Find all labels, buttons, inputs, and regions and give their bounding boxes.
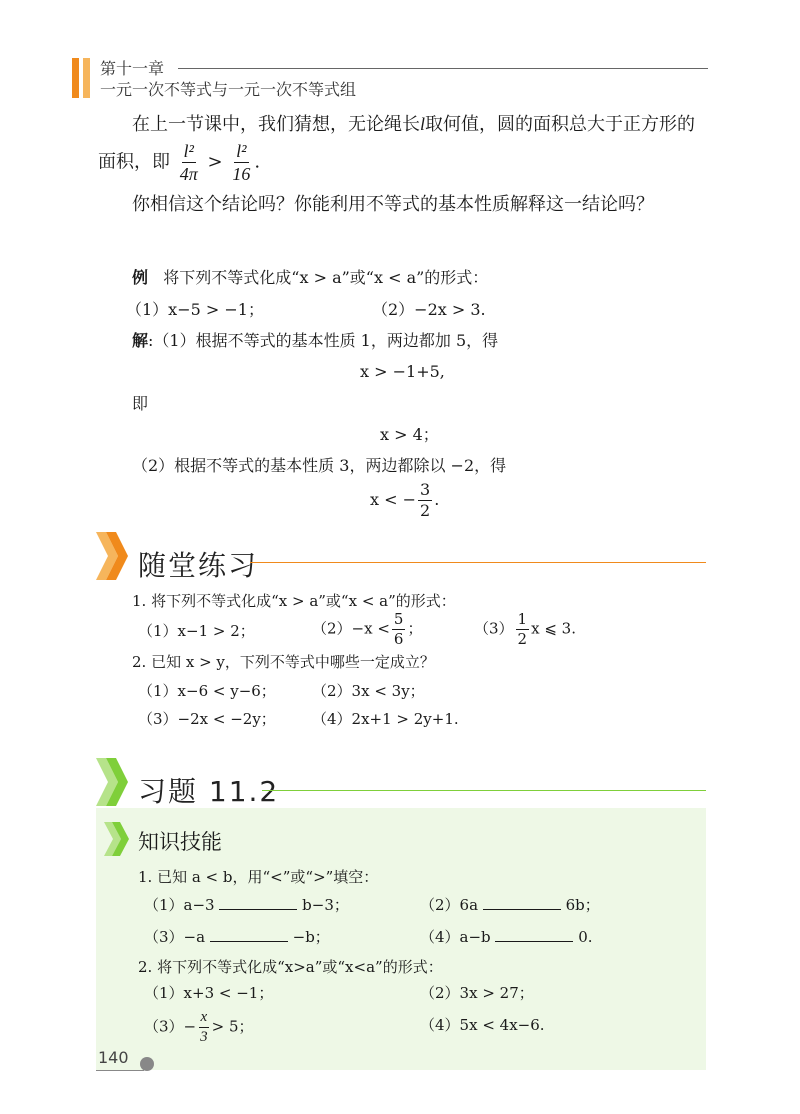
- practice-q2-c: （3）−2x < −2y；: [138, 710, 276, 728]
- frac-den: 16: [232, 164, 251, 184]
- exercise-title: 习题 11.2: [138, 775, 280, 808]
- header-accent-bar-light: [83, 58, 90, 98]
- q-text: （1）a−3: [144, 896, 215, 914]
- page-dot-icon: [140, 1057, 154, 1071]
- page-number-rule: [96, 1070, 144, 1071]
- q-text: （2）6a: [420, 896, 479, 914]
- example-statement: [132, 268, 488, 289]
- practice-q1: 1. 将下列不等式化成“x > a”或“x < a”的形式：: [132, 592, 456, 610]
- q-text: > 5；: [211, 1017, 254, 1036]
- practice-q2-d: （4）2x+1 > 2y+1.: [312, 710, 459, 728]
- frac-den: 2: [420, 501, 431, 520]
- header-rule: [178, 68, 708, 69]
- period: .: [254, 151, 261, 173]
- frac-num: l²: [183, 141, 194, 161]
- frac-den: 4π: [179, 164, 198, 184]
- chevron-arrows-icon: [96, 758, 136, 806]
- exercise-q2-b: （2）3x > 27；: [420, 984, 534, 1002]
- fraction-square-area: [230, 142, 252, 183]
- practice-q1-c: [474, 612, 576, 647]
- equation-1: x > −1+5,: [360, 362, 445, 381]
- exercise-q1-a: [144, 896, 349, 916]
- practice-q2: 2. 已知 x > y，下列不等式中哪些一定成立？: [132, 653, 435, 671]
- exercise-q2-d: （4）5x < 4x−6.: [420, 1016, 545, 1034]
- q-text: （4）a−b: [420, 928, 491, 946]
- chevron-arrows-icon: [96, 532, 136, 580]
- fraction-1-2: [516, 612, 530, 647]
- equation-2: x > 4；: [380, 425, 439, 444]
- chapter-label: 第十一章: [100, 59, 165, 78]
- frac-num: 5: [393, 610, 404, 628]
- practice-q2-a: （1）x−6 < y−6；: [138, 682, 276, 700]
- q-text: 6b；: [565, 896, 600, 914]
- practice-title: 随堂练习: [138, 549, 259, 582]
- eq-text: x < −: [370, 490, 417, 509]
- exercise-q2-c: [144, 1010, 254, 1045]
- intro-text: 面积，即: [98, 151, 170, 173]
- example-item-1: （1）x−5 > −1；: [126, 300, 264, 319]
- solution-line-1: [132, 331, 498, 352]
- exercise-q1-d: [420, 928, 593, 948]
- practice-q1-b: [312, 612, 422, 647]
- q-text: （3）: [474, 619, 514, 638]
- period: .: [434, 490, 440, 509]
- practice-q1-a: （1）x−1 > 2；: [138, 622, 255, 640]
- fill-blank[interactable]: [495, 941, 573, 942]
- practice-q2-b: （2）3x < 3y；: [312, 682, 425, 700]
- q-text: b−3；: [302, 896, 349, 914]
- exercise-q1-b: [420, 896, 600, 916]
- frac-num: 1: [517, 610, 528, 628]
- practice-rule: [250, 562, 706, 563]
- chapter-title: 一元一次不等式与一元一次不等式组: [100, 80, 357, 99]
- header-accent-bar: [72, 58, 79, 98]
- frac-den: 3: [200, 1029, 208, 1045]
- intro-text: 取何值，圆的面积总大于正方形的: [425, 114, 696, 135]
- var-l: l: [420, 114, 426, 134]
- q-text: ；: [407, 619, 423, 638]
- q-text: （3）−: [144, 1017, 197, 1036]
- frac-num: l²: [236, 141, 247, 161]
- fraction-3-2: [418, 482, 432, 519]
- q-text: （3）−a: [144, 928, 206, 946]
- equation-3: [370, 482, 439, 519]
- intro-line-2: [98, 142, 260, 183]
- frac-num: x: [199, 1010, 210, 1028]
- exercise-rule: [262, 790, 706, 791]
- exercise-q2: 2. 将下列不等式化成“x>a”或“x<a”的形式：: [138, 958, 443, 976]
- exercise-q1-c: [144, 928, 330, 948]
- example-text: 将下列不等式化成“x > a”或“x < a”的形式：: [163, 268, 489, 287]
- frac-den: 6: [393, 630, 404, 648]
- example-item-2: （2）−2x > 3.: [372, 300, 486, 319]
- intro-line-3: 你相信这个结论吗？你能利用不等式的基本性质解释这一结论吗？: [132, 194, 654, 215]
- frac-den: 2: [517, 630, 528, 648]
- example-label: 例: [132, 268, 149, 287]
- q-text: −b；: [292, 928, 330, 946]
- fill-blank[interactable]: [219, 909, 297, 910]
- fraction-circle-area: [178, 142, 200, 183]
- solution-label: 解: [132, 331, 149, 350]
- q-text: 0.: [578, 928, 593, 946]
- frac-num: 3: [420, 480, 431, 499]
- gt-sign: >: [207, 151, 223, 173]
- fill-blank[interactable]: [210, 941, 288, 942]
- ji-word: 即: [132, 394, 149, 413]
- solution-text: :（1）根据不等式的基本性质 1，两边都加 5，得: [148, 331, 499, 350]
- q-text: （2）−x <: [312, 619, 390, 638]
- exercise-q2-a: （1）x+3 < −1；: [144, 984, 274, 1002]
- page-number: 140: [98, 1048, 129, 1067]
- exercise-q1: 1. 已知 a < b，用“<”或“>”填空：: [138, 868, 379, 886]
- skills-subtitle: 知识技能: [138, 830, 222, 854]
- fill-blank[interactable]: [483, 909, 561, 910]
- q-text: x ⩽ 3.: [531, 619, 576, 638]
- solution-line-2: （2）根据不等式的基本性质 3，两边都除以 −2，得: [132, 456, 507, 475]
- intro-text: 在上一节课中，我们猜想，无论绳长: [132, 114, 420, 135]
- intro-line-1: [132, 113, 695, 136]
- fraction-x-3: [198, 1010, 210, 1045]
- chevron-arrows-icon: [104, 822, 136, 856]
- fraction-5-6: [392, 612, 406, 647]
